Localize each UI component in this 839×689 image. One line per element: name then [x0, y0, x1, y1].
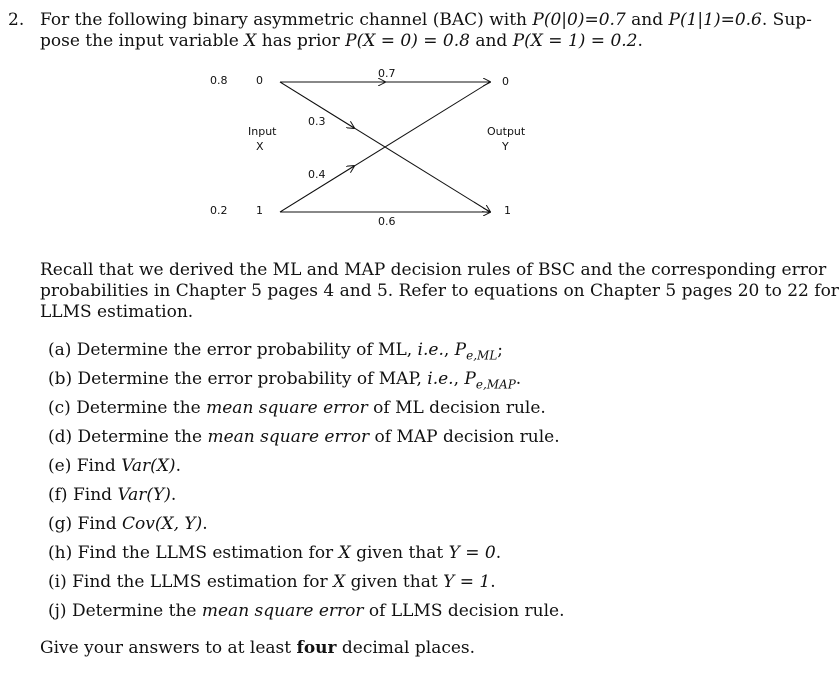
item-b: (b) Determine the error probability of MAP, i.e., $P_{e,MAP}$. — [48, 369, 522, 392]
item-j-text: (j) Determine the — [48, 601, 202, 621]
item-c — [48, 398, 546, 418]
item-h-mid: given that — [350, 543, 449, 563]
closing-bold: four — [296, 638, 337, 658]
closing-instruction — [40, 638, 475, 659]
prob-p00: P(0|0)=0.7 — [532, 10, 626, 30]
item-i — [48, 572, 496, 592]
item-g-text: (g) Find — [48, 514, 123, 534]
recall-line3: LLMS estimation. — [40, 302, 194, 322]
item-a-sub: e,ML — [466, 348, 498, 363]
item-c-end: of ML decision rule. — [367, 398, 546, 418]
stmt-end: . Sup- — [761, 10, 812, 30]
prob-label-cross-up: 0.4 — [308, 168, 326, 181]
item-a-end: ; — [497, 340, 504, 360]
item-e-math: Var(X) — [121, 456, 176, 476]
item-c-text: (c) Determine the — [48, 398, 207, 418]
item-j — [48, 601, 565, 621]
output-top-symbol: 0 — [502, 75, 509, 88]
item-d-text: (d) Determine the — [48, 427, 208, 447]
prob-label-cross-down: 0.3 — [308, 115, 326, 128]
item-h-text: (h) Find the LLMS estimation for — [48, 543, 339, 563]
input-top-symbol: 0 — [256, 74, 263, 87]
output-var: Y — [502, 140, 509, 153]
input-bottom-symbol: 1 — [256, 204, 263, 217]
item-i-math: X — [333, 572, 346, 592]
item-g-math: Cov(X, Y) — [122, 514, 203, 534]
item-g-end: . — [202, 514, 208, 534]
stmt-text3: has prior — [256, 31, 346, 51]
item-c-em: mean square error — [206, 398, 368, 418]
prior-top-label: 0.8 — [210, 74, 228, 87]
stmt-and2: and — [469, 31, 513, 51]
item-a-math: P — [454, 340, 467, 360]
var-x: X — [244, 31, 257, 51]
input-label: Input — [248, 125, 277, 138]
item-i-mid: given that — [345, 572, 444, 592]
item-f — [48, 485, 176, 505]
item-i-end: . — [490, 572, 496, 592]
edge-0-1-end-arrow — [474, 202, 490, 212]
item-f-math: Var(Y) — [117, 485, 171, 505]
prior-0: P(X = 0) = 0.8 — [345, 31, 470, 51]
item-b-end: . — [515, 369, 522, 389]
closing-pre: Give your answers to at least — [40, 638, 297, 658]
item-b-ie: i.e. — [427, 369, 454, 389]
item-f-end: . — [170, 485, 177, 505]
item-e-text: (e) Find — [48, 456, 122, 476]
item-d — [48, 427, 560, 447]
input-var: X — [256, 140, 264, 153]
stmt-text2: pose the input variable — [40, 31, 245, 51]
prob-p11: P(1|1)=0.6 — [668, 10, 762, 30]
prob-label-bottom: 0.6 — [378, 215, 396, 228]
item-h-cond: Y = 0 — [448, 543, 496, 563]
problem-statement-line1 — [40, 10, 812, 31]
item-h-math: X — [338, 543, 351, 563]
problem-number: 2. — [8, 10, 25, 30]
item-f-text: (f) Find — [48, 485, 118, 505]
item-h — [48, 543, 501, 563]
closing-post: decimal places. — [336, 638, 476, 658]
item-a: (a) Determine the error probability of ML, i.e., $P_{e,ML}$; — [48, 340, 504, 363]
item-j-em: mean square error — [201, 601, 364, 621]
item-a-text: (a) Determine the error probability of ML, — [48, 340, 418, 360]
item-b-sub: e,MAP — [475, 377, 516, 392]
output-bottom-symbol: 1 — [504, 204, 511, 217]
item-j-end: of LLMS decision rule. — [363, 601, 565, 621]
item-e-end: . — [175, 456, 181, 476]
item-h-end: . — [495, 543, 502, 563]
recall-line2: probabilities in Chapter 5 pages 4 and 5. Refer to equations on Chapter 5 pages 20 to 22 for — [40, 281, 839, 301]
item-e — [48, 456, 181, 476]
recall-line1: Recall that we derived the ML and MAP decision rules of BSC and the corresponding error — [40, 260, 827, 280]
prior-1: P(X = 1) = 0.2 — [512, 31, 638, 51]
stmt-text: For the following binary asymmetric channel (BAC) with — [40, 10, 533, 30]
item-d-em: mean square error — [207, 427, 370, 447]
item-i-text: (i) Find the LLMS estimation for — [48, 572, 334, 592]
stmt-and: and — [625, 10, 669, 30]
prior-bottom-label: 0.2 — [210, 204, 228, 217]
item-g — [48, 514, 208, 534]
stmt-period: . — [637, 31, 643, 51]
item-i-cond: Y = 1 — [443, 572, 491, 592]
item-a-ie: i.e. — [417, 340, 444, 360]
problem-statement-line2 — [40, 31, 643, 52]
output-label: Output — [487, 125, 526, 138]
item-d-end: of MAP decision rule. — [369, 427, 560, 447]
item-b-math: P — [464, 369, 476, 389]
item-b-text: (b) Determine the error probability of MAP, — [48, 369, 428, 389]
channel-diagram — [200, 62, 540, 237]
prob-label-top: 0.7 — [378, 67, 396, 80]
channel-lines — [200, 62, 540, 237]
